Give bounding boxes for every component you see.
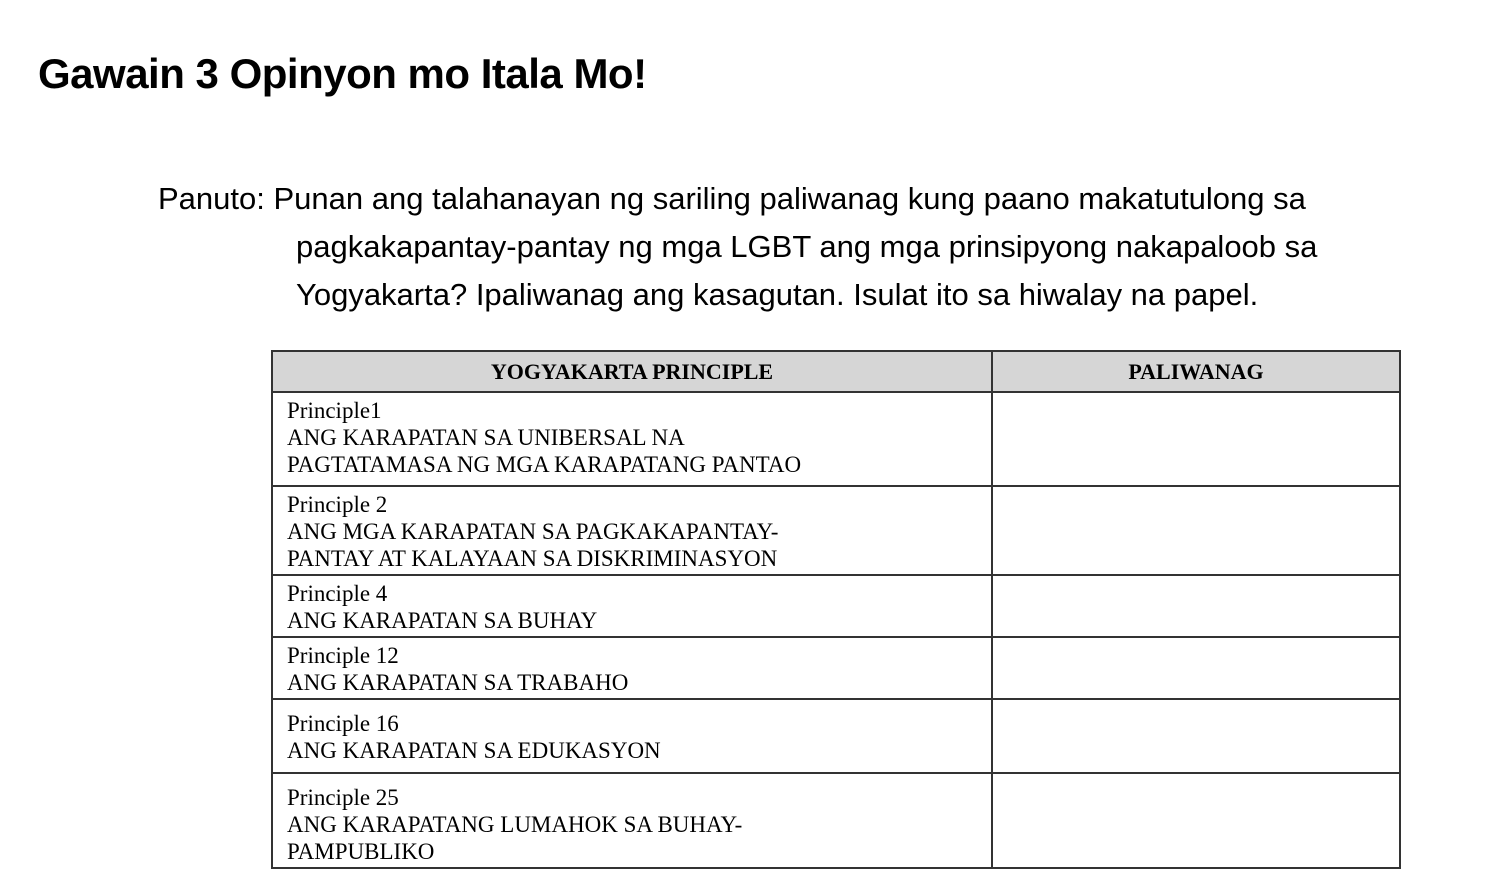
table-row <box>272 575 1400 637</box>
principle-title-line: ANG KARAPATAN SA EDUKASYON <box>287 738 661 763</box>
principle-cell <box>272 699 992 773</box>
principle-number: Principle1 <box>287 398 382 423</box>
principle-cell <box>272 773 992 868</box>
principle-title-line: PAGTATAMASA NG MGA KARAPATANG PANTAO <box>287 452 802 477</box>
instructions <box>158 175 1493 319</box>
paliwanag-cell[interactable] <box>992 392 1400 486</box>
principle-number: Principle 2 <box>287 492 388 517</box>
page-title: Gawain 3 Opinyon mo Itala Mo! <box>38 50 647 97</box>
principle-cell <box>272 486 992 575</box>
principle-title-line: ANG KARAPATAN SA UNIBERSAL NA <box>287 425 685 450</box>
header-principle: YOGYAKARTA PRINCIPLE <box>272 351 992 392</box>
principle-title-line: PAMPUBLIKO <box>287 839 435 864</box>
principle-number: Principle 16 <box>287 711 399 736</box>
header-paliwanag: PALIWANAG <box>992 351 1400 392</box>
principle-number: Principle 12 <box>287 643 399 668</box>
principle-cell <box>272 575 992 637</box>
principle-number: Principle 4 <box>287 581 388 606</box>
table-row <box>272 486 1400 575</box>
principle-cell <box>272 392 992 486</box>
principles-table <box>271 350 1401 869</box>
paliwanag-cell[interactable] <box>992 699 1400 773</box>
paliwanag-cell[interactable] <box>992 637 1400 699</box>
table-header-row <box>272 351 1400 392</box>
principle-title-line: ANG KARAPATAN SA BUHAY <box>287 608 598 633</box>
instructions-line-2: pagkakapantay-pantay ng mga LGBT ang mga prinsipyong nakapaloob sa <box>296 229 1318 264</box>
table-row <box>272 773 1400 868</box>
instructions-label: Panuto: <box>158 181 265 216</box>
instructions-line-1: Punan ang talahanayan ng sariling paliwanag kung paano makatutulong sa <box>273 181 1306 216</box>
principle-title-line: ANG KARAPATAN SA TRABAHO <box>287 670 629 695</box>
paliwanag-cell[interactable] <box>992 773 1400 868</box>
table-row <box>272 392 1400 486</box>
principle-title-line: ANG MGA KARAPATAN SA PAGKAKAPANTAY- <box>287 519 779 544</box>
table-row <box>272 699 1400 773</box>
principle-number: Principle 25 <box>287 785 399 810</box>
principle-title-line: PANTAY AT KALAYAAN SA DISKRIMINASYON <box>287 546 778 571</box>
principle-cell <box>272 637 992 699</box>
principle-title-line: ANG KARAPATANG LUMAHOK SA BUHAY- <box>287 812 743 837</box>
table-row <box>272 637 1400 699</box>
paliwanag-cell[interactable] <box>992 575 1400 637</box>
paliwanag-cell[interactable] <box>992 486 1400 575</box>
instructions-line-3: Yogyakarta? Ipaliwanag ang kasagutan. Isulat ito sa hiwalay na papel. <box>296 277 1259 312</box>
